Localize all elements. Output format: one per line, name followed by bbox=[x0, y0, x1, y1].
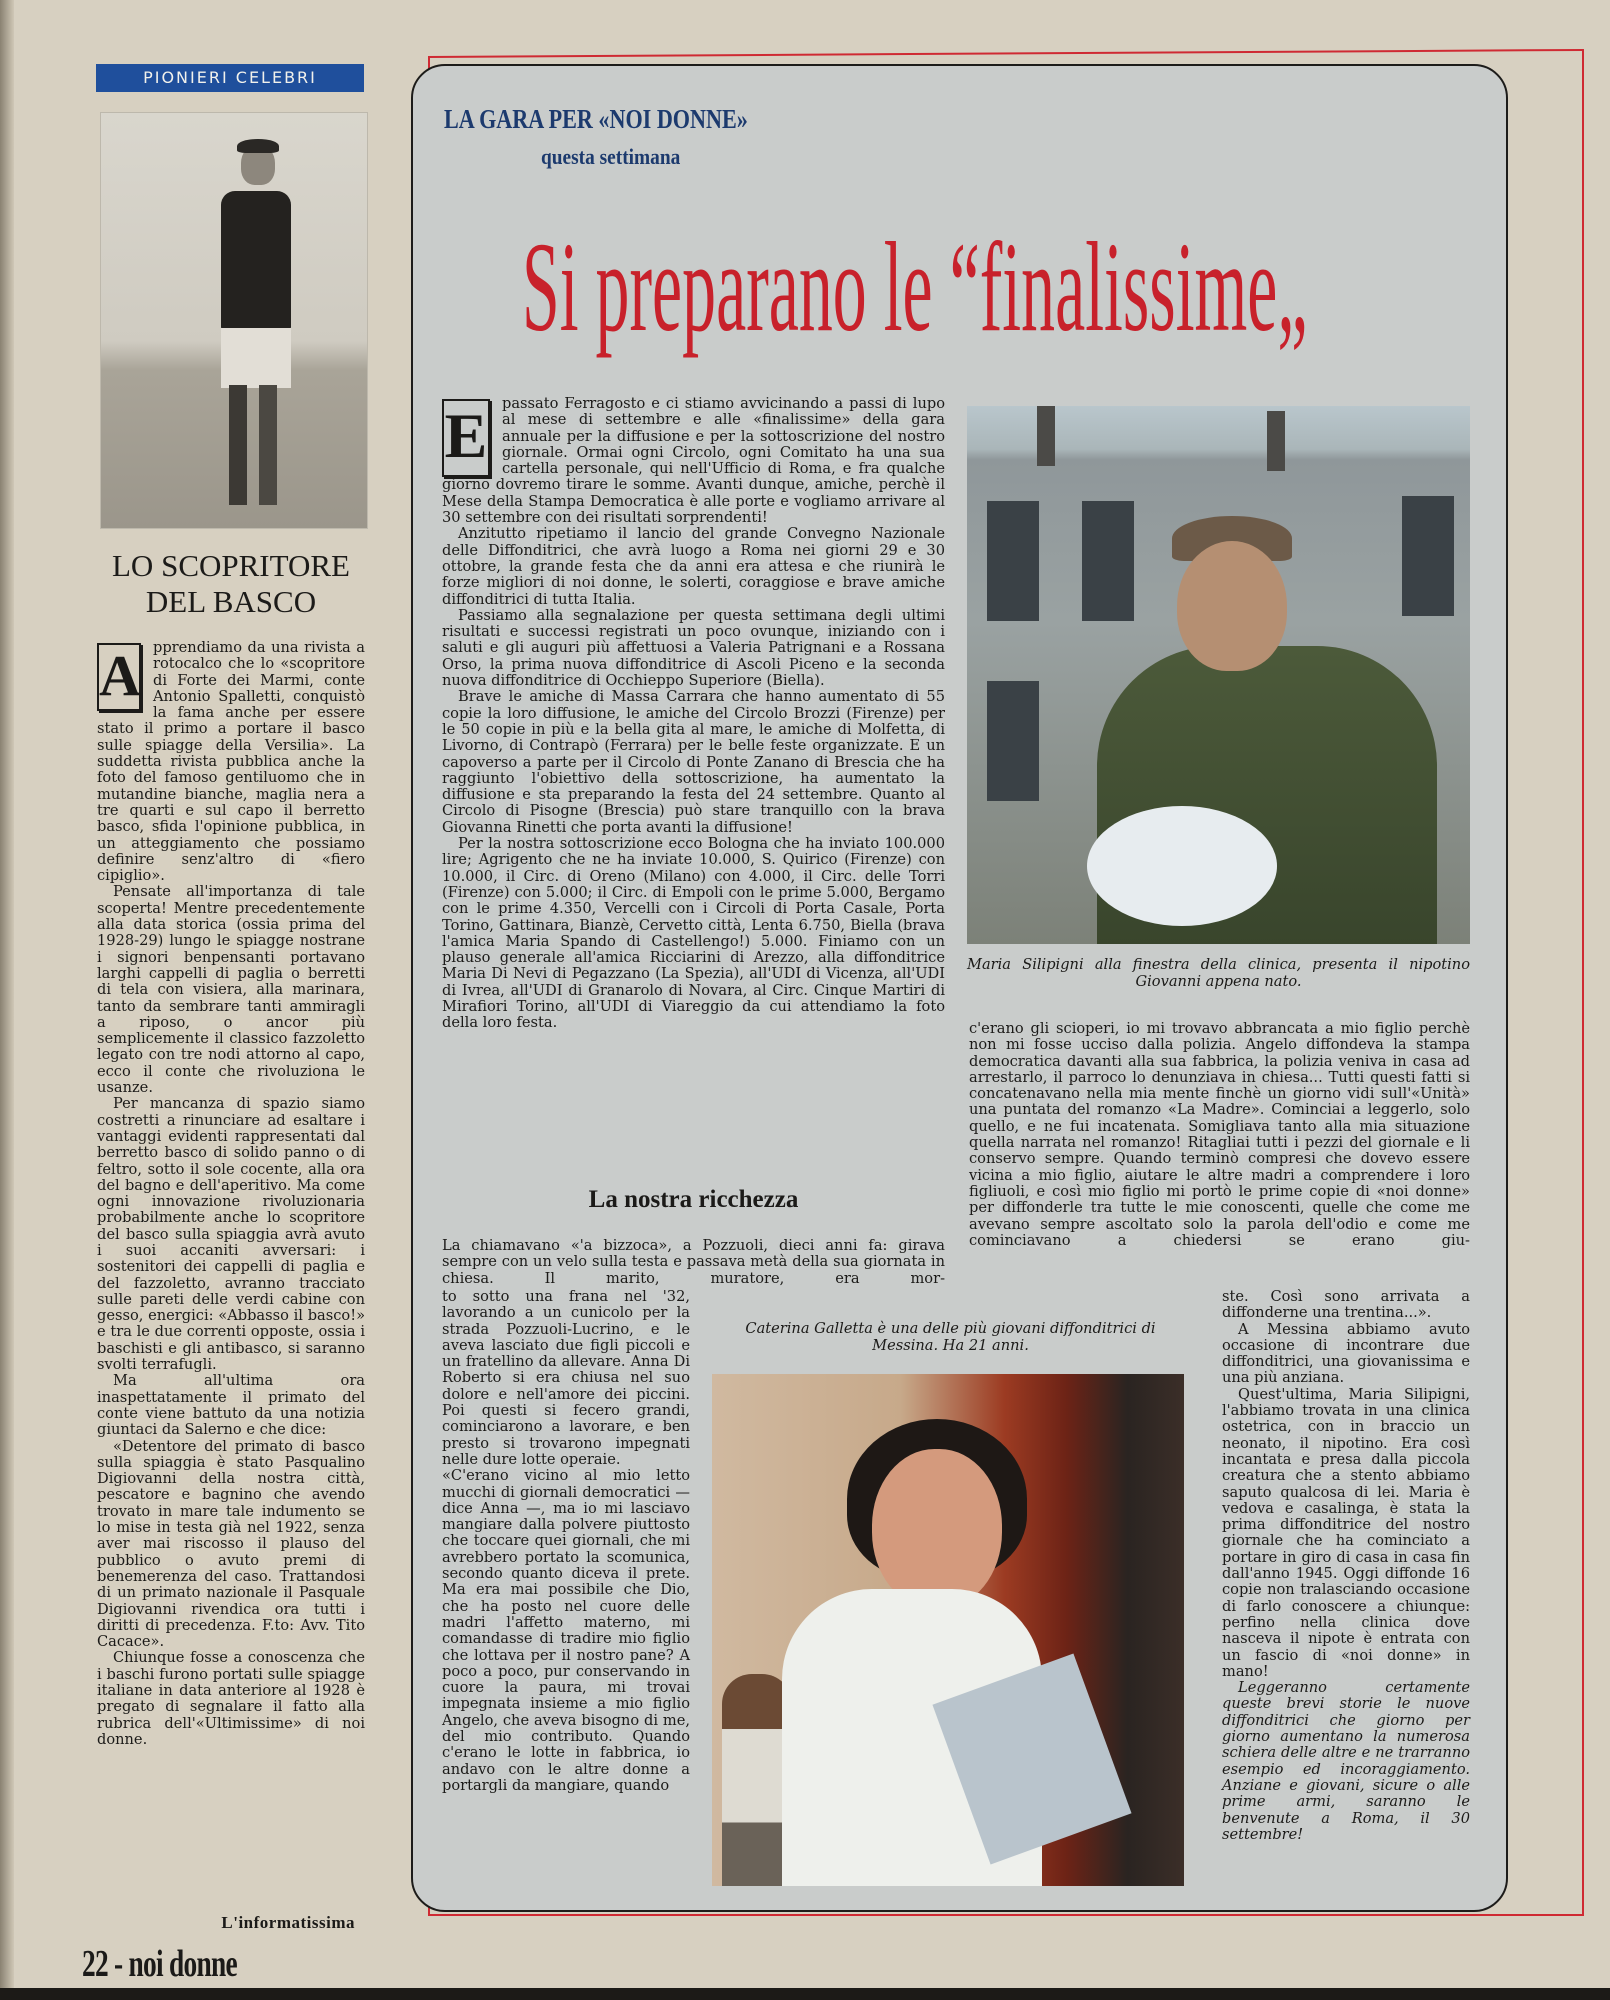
paragraph: Quest'ultima, Maria Silipigni, l'abbiamo trovata in una clinica ostetrica, con in braccio un neonato, il nipotino. Era così incantata e presa dalla piccola creatura che a stento abbiamo saputo qualcosa di lei. Maria è vedova e casalinga, è stata la prima diffonditrice del nostro giornale che ha cominciato a portare in giro di casa in casa fin dall'anno 1945. Oggi diffonde 16 copie non tralasciando occasione di farlo conoscere a chiunque: perfino nella clinica dove nasceva il nipote è entrata con un fascio di «noi donne» in mano! bbox=[1222, 1385, 1470, 1680]
sidebar-body bbox=[97, 640, 365, 1748]
photo-baby-blanket bbox=[1087, 806, 1277, 926]
drop-cap: A bbox=[97, 643, 141, 711]
paragraph-text: passato Ferragosto e ci stiamo avvicinando a passi di lupo al mese di settembre e alle «finalissime» della gara annuale per la diffusione e per la sottoscrizione del nostro giornale. Ormai ogni Circolo, ogni Comitato ha una sua cartella personale, qui nell'Ufficio di Roma, e fra qualche giorno dovremo tirare le somme. Avanti dunque, amiche, perchè il Mese della Stampa Democratica è alle porte e vogliamo arrivare al 30 settembre con dei risultati sorprendenti! bbox=[442, 395, 945, 527]
sidebar-heading bbox=[96, 548, 366, 620]
story-column bbox=[1222, 1289, 1470, 1843]
story-column bbox=[969, 1021, 1470, 1249]
photo-figure-shorts bbox=[221, 328, 291, 388]
drop-cap: E bbox=[442, 399, 490, 477]
paragraph: Brave le amiche di Massa Carrara che hanno aumentato di 55 copie la loro diffusione, le amiche del Circolo Brozzi (Firenze) per le 50 copie in più e la bella gita al mare, le amiche di Molfetta, di Livorno, di Contrapò (Ferrara) per le belle feste organizzate. E un capoverso a parte per il Circolo di Ponte Zanano di Brescia che ha raggiunto l'obiettivo della sottoscrizione, ha aumentato la diffusione e sta preparando la festa del 24 settembre. Quanto al Circolo di Pisogne (Brescia) può stare tranquillo con la brava Giovanna Rinetti che porta avanti la diffusione! bbox=[442, 688, 945, 836]
section-banner: PIONIERI CELEBRI bbox=[96, 64, 364, 92]
photo-caterina-galletta bbox=[712, 1374, 1184, 1886]
paragraph: «C'erano vicino al mio letto mucchi di giornali democratici — dice Anna —, ma io mi lasciavo mangiare dalla polvere piuttosto che toccare quei giornali, che mi avrebbero portato la scomunica, secondo quanto diceva il prete. Ma era mai possibile che Dio, che ha posto nel cuore delle madri l'affetto materno, mi comandasse di tradire mio figlio che lottava per il nostro pane? A poco a poco, pur conservando in cuore la paura, mi trovai impegnata insieme a mio figlio Angelo, che aveva bisogno di me, del mio contributo. Quando c'erano le lotte in fabbrica, io andavo con le altre donne a portargli da mangiare, quando bbox=[442, 1467, 690, 1794]
paragraph bbox=[97, 640, 365, 884]
paragraph bbox=[442, 396, 945, 526]
paragraph: «Detentore del primato di basco sulla spiaggia è stato Pasqualino Digiovanni della nostra città, pescatore e bagnino che avendo trovato in mare tale indumento se lo mise in testa già nel 1922, senza aver mai riscosso il plauso del pubblico o avuto premi di benemerenza del caso. Trattandosi di un primato nazionale il Pasquale Digiovanni rivendica ora tutti i diritti di precedenza. F.to: Avv. Tito Cacace». bbox=[97, 1437, 365, 1651]
photo-window bbox=[987, 501, 1039, 621]
photo-figure-leg bbox=[259, 385, 277, 505]
photo-count-on-beach bbox=[100, 112, 368, 529]
photo-woman-face bbox=[872, 1449, 1002, 1609]
photo-figure-leg bbox=[229, 385, 247, 505]
photo-chimney bbox=[1037, 406, 1055, 466]
article-kicker-sub: questa settimana bbox=[541, 144, 681, 169]
paragraph: Per la nostra sottoscrizione ecco Bologna che ha inviato 100.000 lire; Agrigento che ne ha inviate 10.000, S. Quirico (Firenze) con 10.000, il Circ. di Oreno (Milano) con 4.000, il Circ. delle Torri (Firenze) con 5.000; il Circ. di Empoli con le prime 5.000, Bergamo con le prime 4.350, Vercelli con i Circoli di Porta Casale, Porta Torino, Gattinara, Bianzè, Cervetto città, Lenta 6.750, Biella (brava l'amica Maria Spando di Castellengo!) 5.000. Finiamo con un plauso generale all'amica Ricciarini di Arezzo, alla diffonditrice Maria Di Nevi di Pegazzano (La Spezia), all'UDI di Vicenza, all'UDI di Ivrea, all'UDI di Granarolo di Novara, al Circ. Cinque Martiri di Mirafiori Torino, all'UDI di Viareggio da cui attendiamo la foto della loro festa. bbox=[442, 835, 945, 1032]
page-edge bbox=[0, 0, 14, 2000]
sidebar-heading-line: LO SCOPRITORE bbox=[112, 548, 350, 583]
story-intro: La chiamavano «'a bizzoca», a Pozzuoli, dieci anni fa: girava sempre con un velo sulla testa e passava metà della sua giornata in chiesa. Il marito, muratore, era mor- bbox=[442, 1237, 945, 1287]
paragraph-closing: Leggeranno certamente queste brevi storie le nuove diffonditrici che giorno per giorno aumentano la numerosa schiera delle altre e ne trarranno esempio ed incoraggiamento. Anziane e giovani, sicure o alle prime armi, saranno le benvenute a Roma, il 30 settembre! bbox=[1222, 1679, 1470, 1843]
page-number-folio: 22 - noi donne bbox=[82, 1943, 237, 1985]
red-rule bbox=[428, 1914, 1584, 1916]
paragraph: Anzitutto ripetiamo il lancio del grande Convegno Nazionale delle Diffonditrici, che avrà luogo a Roma nei giorni 29 e 30 ottobre, la grande festa che da anni era attesa e che riunirà le forze migliori di noi donne, le solerti, coraggiose e brave amiche diffonditrici di tutta Italia. bbox=[442, 525, 945, 608]
paragraph: c'erano gli scioperi, io mi trovavo abbrancata a mio figlio perchè non mi fosse ucciso dalla polizia. Angelo diffondeva la stampa democratica davanti alla sua fabbrica, la polizia veniva in casa ad arrestarlo, il parroco lo denunziava in chiesa... Tutti questi fatti si concatenavano nella mia mente finchè un giorno vidi sull'«Unità» una puntata del romanzo «La Madre». Cominciai a leggerlo, solo quello, e ne fui incatenata. Somigliava tanto alla mia situazione quella narrata nel romanzo! Ritagliai tutti i pezzi del giornale e li conservo sempre. Quando terminò compresi che dovevo essere vicina a mio figlio, aiutare le altre madri a comprendere i loro figliuoli, e così mio figlio mi portò le prime copie di «noi donne» per diffonderle tra tutte le mie conoscenti, quelle che come me avevano sempre ascoltato solo la parola dell'odio e come me cominciavano a chiedersi se erano giu- bbox=[969, 1020, 1470, 1249]
paragraph: Per mancanza di spazio siamo costretti a rinunciare ad esaltare i vantaggi evidenti rappresentati dal berretto basco di solido panno o di feltro, sotto il sole cocente, alla ora del bagno e dell'aperitivo. Ma come ogni innovazione rivoluzionaria probabilmente anche lo scopritore del basco sulla spiaggia avrà avuto i suoi accaniti avversari: i sostenitori dei cappelli di paglia e del fazzoletto, avranno tracciato sulle pareti delle verdi cabine con gesso, energici: «Abbasso il basco!» e tra le due correnti opposte, ossia i baschisti e gli antibasco, si saranno svolti terrafugli. bbox=[97, 1095, 365, 1374]
sidebar-heading-line: DEL BASCO bbox=[145, 584, 317, 619]
paragraph: Pensate all'importanza di tale scoperta! Mentre precedentemente alla data storica (ossia prima del 1928-29) lungo le spiagge nostrane i signori benpensanti portavano larghi cappelli di paglia o berretti di tela con visiera, alla marinara, tanto da sembrare tanti ammiragli a riposo, o ancor più semplicemente il classico fazzoletto legato con tre nodi attorno al capo, ecco il conte che rivoluziona le usanze. bbox=[97, 883, 365, 1097]
article-kicker: LA GARA PER «NOI DONNE» bbox=[444, 104, 748, 134]
photo-caption: Caterina Galletta è una delle più giovani diffonditrici di Messina. Ha 21 anni. bbox=[745, 1320, 1156, 1354]
paragraph: Ma all'ultima ora inaspettatamente il primato del conte viene battuto da una notizia giuntaci da Salerno e che dice: bbox=[97, 1372, 365, 1439]
paragraph: to sotto una frana nel '32, lavorando a un cunicolo per la strada Pozzuoli-Lucrino, e le aveva lasciato due figli piccoli e un fratellino da allevare. Anna Di Roberto si era chiusa nel suo dolore e nell'amore dei piccini. Poi questi si fecero grandi, cominciarono a lavorare, e ben presto si trovarono impegnati nelle dure lotte operaie. bbox=[442, 1288, 690, 1468]
photo-window bbox=[987, 681, 1039, 801]
photo-window bbox=[1082, 501, 1134, 621]
red-rule bbox=[428, 49, 1584, 58]
story-column bbox=[442, 1289, 690, 1794]
photo-maria-silipigni bbox=[967, 406, 1470, 944]
red-rule bbox=[1582, 50, 1584, 1916]
page-edge bbox=[0, 1988, 1610, 2000]
section-subheading: La nostra ricchezza bbox=[588, 1186, 799, 1213]
photo-chimney bbox=[1267, 411, 1285, 471]
byline: L'informatissima bbox=[221, 1913, 355, 1932]
article-title: Si preparano le “finalissime„ bbox=[522, 216, 1308, 358]
photo-caption: Maria Silipigni alla finestra della clinica, presenta il nipotino Giovanni appena nato. bbox=[967, 956, 1470, 990]
paragraph: Passiamo alla segnalazione per questa settimana degli ultimi risultati e successi registrati un poco ovunque, iniziando con i saluti e gli auguri più affettuosi a Valeria Patrignani e a Rossana Orso, la prima nuova diffonditrice di Ascoli Piceno e la seconda nuova diffonditrice di Occhieppo Superiore (Biella). bbox=[442, 606, 945, 690]
paragraph: Chiunque fosse a conoscenza che i baschi furono portati sulle spiagge italiane in data anteriore al 1928 è pregato di segnalare il fatto alla rubrica dell'«Ultimissime» di noi donne. bbox=[97, 1649, 365, 1748]
photo-woman-face bbox=[1177, 541, 1287, 671]
paragraph: ste. Così sono arrivata a diffonderne una trentina...». bbox=[1222, 1288, 1470, 1322]
photo-figure-beret bbox=[237, 139, 279, 153]
photo-figure-jersey bbox=[221, 191, 291, 331]
paragraph-text: pprendiamo da una rivista a rotocalco che lo «scopritore di Forte dei Marmi, conte Antonio Spalletti, conquistò la fama anche per essere stato il primo a portare il basco sulle spiagge della Versilia». La suddetta rivista pubblica anche la foto del famoso gentiluomo che in mutandine bianche, maglia nera a tre quarti e sul capo il berretto basco, sfida l'opinione pubblica, in un atteggiamento che possiamo definire senz'altro di «fiero cipiglio». bbox=[97, 639, 365, 885]
photo-window bbox=[1402, 496, 1454, 616]
paragraph: A Messina abbiamo avuto occasione di incontrare due diffonditrici, una giovanissima e una più anziana. bbox=[1222, 1320, 1470, 1387]
article-column bbox=[442, 396, 945, 1032]
